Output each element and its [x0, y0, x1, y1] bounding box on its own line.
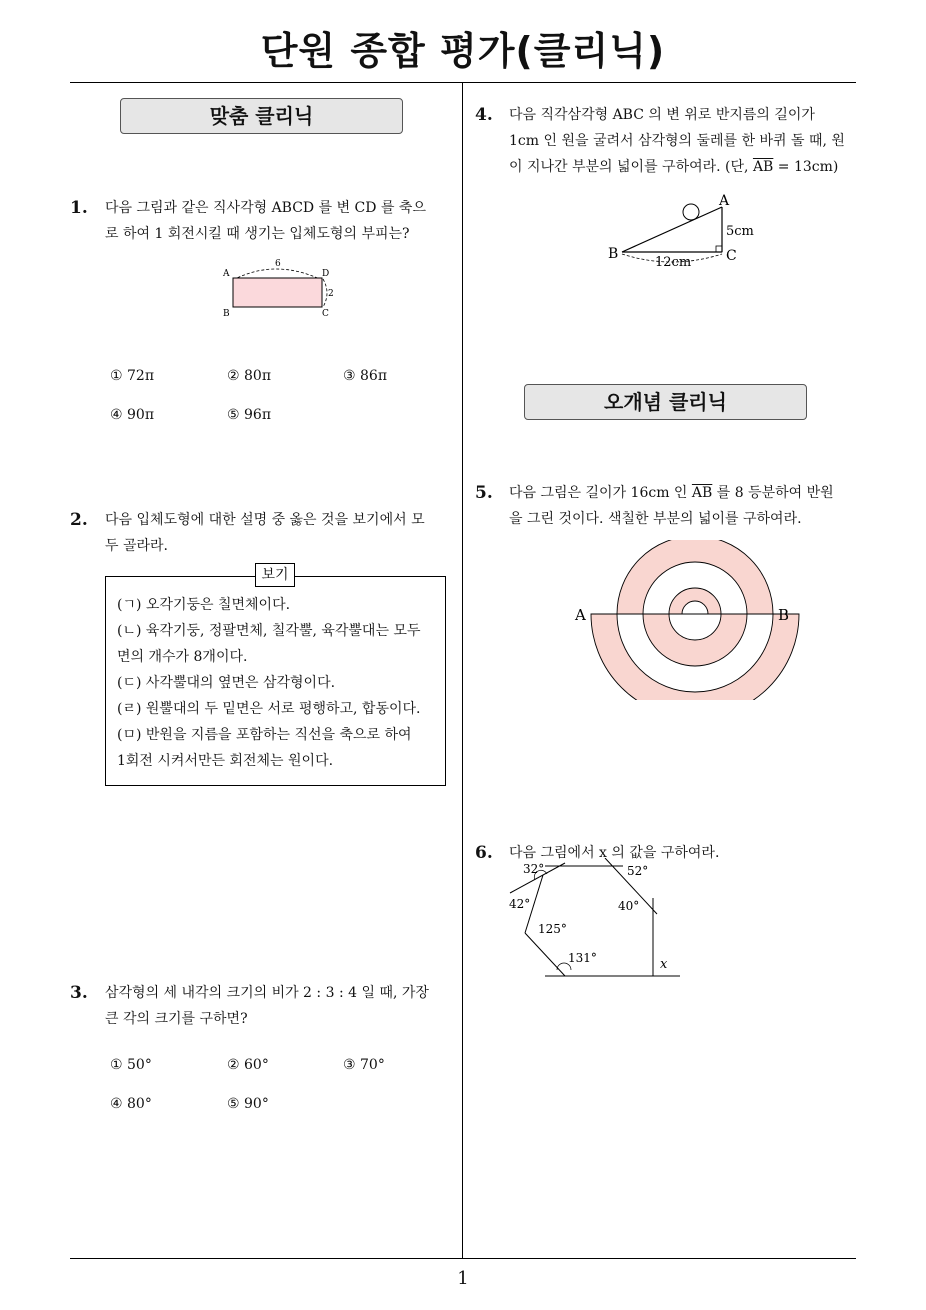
q4-rolling-circle [683, 204, 699, 220]
q2-line1: 다음 입체도형에 대한 설명 중 옳은 것을 보기에서 모 [105, 512, 425, 528]
q4-label-c: C [726, 248, 737, 264]
q3-number: 3. [70, 983, 88, 1003]
column-divider [462, 82, 463, 1258]
q4-number: 4. [475, 105, 493, 125]
q1-line2: 로 하여 1 회전시킬 때 생기는 입체도형의 부피는? [105, 226, 410, 242]
q1-choice-5[interactable]: ⑤ 96π [227, 407, 272, 423]
q6-angle-40: 40° [618, 899, 640, 913]
q5-line2: 을 그린 것이다. 색칠한 부분의 넓이를 구하여라. [509, 511, 802, 527]
q1-number: 1. [70, 198, 88, 218]
q6-angle-52: 52° [627, 864, 649, 878]
q1-label-side: 2 [328, 289, 334, 299]
q1-rectangle-figure [215, 255, 345, 320]
q4-line1: 다음 직각삼각형 ABC 의 변 위로 반지름의 길이가 [509, 107, 815, 123]
q1-label-top: 6 [275, 259, 281, 269]
q6-angle-32: 32° [523, 862, 545, 876]
q4-label-b: B [608, 246, 619, 262]
q1-text [105, 195, 426, 247]
q2-number: 2. [70, 510, 88, 530]
q1-choice-1[interactable]: ① 72π [110, 368, 155, 384]
q5-line1: 다음 그림은 길이가 16cm 인 $\overline{AB}$ 를 8 등분하여 반원 [509, 485, 834, 501]
q6-angle-131: 131° [568, 951, 597, 965]
bogi-line-2: (ㄴ) 육각기둥, 정팔면체, 칠각뿔, 육각뿔대는 모두 [117, 623, 421, 639]
page-title: 단원 종합 평가(클리닉) [260, 29, 666, 73]
q2-text [105, 507, 425, 559]
bogi-line-3: 면의 개수가 8개이다. [117, 649, 248, 665]
q5-label-b: B [778, 606, 790, 624]
page-number: 1 [457, 1268, 469, 1289]
q3-choice-3[interactable]: ③ 70° [343, 1057, 385, 1073]
q3-choice-5[interactable]: ⑤ 90° [227, 1096, 269, 1112]
q1-label-b: B [223, 309, 230, 319]
q6-angle-x: x [660, 957, 668, 972]
q6-number: 6. [475, 843, 493, 863]
bogi-line-6: (ㅁ) 반원을 지름을 포함하는 직선을 축으로 하여 [117, 727, 412, 743]
q2-line2: 두 골라라. [105, 538, 168, 554]
q4-line2: 1cm 인 원을 굴려서 삼각형의 둘레를 한 바퀴 돌 때, 원 [509, 133, 845, 149]
q4-label-height: 5cm [726, 224, 754, 239]
q1-choice-2[interactable]: ② 80π [227, 368, 272, 384]
q6-angle-42: 42° [509, 897, 531, 911]
bogi-line-5: (ㄹ) 원뿔대의 두 밑면은 서로 평행하고, 합동이다. [117, 701, 421, 717]
q4-triangle-figure [600, 190, 775, 270]
bottom-rule [70, 1258, 856, 1259]
q4-text [509, 102, 845, 180]
q6-polygon-figure [505, 858, 705, 983]
q3-line1: 삼각형의 세 내각의 크기의 비가 2 : 3 : 4 일 때, 가장 [105, 985, 429, 1001]
q5-label-a: A [575, 606, 586, 624]
q6-line1: 다음 그림에서 x 의 값을 구하여라. [509, 845, 720, 861]
q6-angle-125: 125° [538, 922, 567, 936]
top-rule [70, 82, 856, 83]
bogi-line-4: (ㄷ) 사각뿔대의 옆면은 삼각형이다. [117, 675, 336, 691]
q1-label-d: D [322, 269, 330, 279]
q3-text [105, 980, 429, 1032]
q4-label-a: A [719, 193, 730, 209]
q5-number: 5. [475, 483, 493, 503]
q3-line2: 큰 각의 크기를 구하면? [105, 1011, 248, 1027]
q1-choice-3[interactable]: ③ 86π [343, 368, 388, 384]
q1-line1: 다음 그림과 같은 직사각형 ABCD 를 변 CD 를 축으 [105, 200, 426, 216]
q1-choice-4[interactable]: ④ 90π [110, 407, 155, 423]
q1-label-a: A [223, 269, 230, 279]
bogi-line-1: (ㄱ) 오각기둥은 칠면체이다. [117, 597, 291, 613]
q5-text [509, 480, 834, 532]
q3-choice-1[interactable]: ① 50° [110, 1057, 152, 1073]
section-match-clinic: 맞춤 클리닉 [120, 98, 403, 134]
q3-choice-4[interactable]: ④ 80° [110, 1096, 152, 1112]
q4-label-base: 12cm [655, 255, 692, 270]
q4-line3: 이 지나간 부분의 넓이를 구하여라. (단, $\overline{AB} = 13cm$) [509, 159, 839, 175]
q5-spiral-figure [570, 540, 800, 700]
bogi-line-7: 1회전 시켜서만든 회전체는 원이다. [117, 753, 334, 769]
q1-rect-shape [233, 278, 322, 307]
section-misconception-clinic: 오개념 클리닉 [524, 384, 807, 420]
q1-label-c: C [322, 309, 329, 319]
bogi-label: 보기 [255, 563, 295, 587]
q3-choice-2[interactable]: ② 60° [227, 1057, 269, 1073]
